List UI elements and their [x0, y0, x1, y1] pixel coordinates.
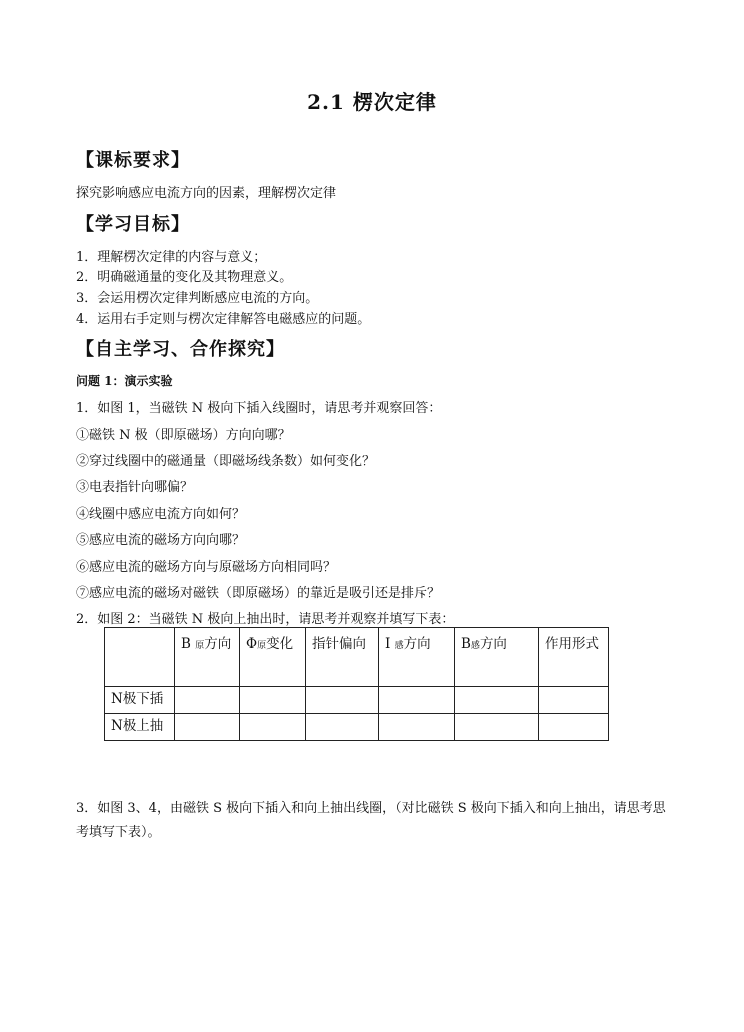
table-header-cell	[105, 628, 175, 687]
table-cell[interactable]	[240, 687, 306, 714]
page-title: 2.1 楞次定律	[307, 90, 437, 114]
header-symbol: Φ	[246, 636, 258, 652]
question-1-item: ⑦感应电流的磁场对磁铁（即原磁场）的靠近是吸引还是排斥？	[76, 586, 441, 601]
question-1-item: ②穿过线圈中的磁通量（即磁场线条数）如何变化？	[76, 454, 376, 469]
table-row-label: N极下插	[105, 687, 175, 714]
table-row-label: N极上抽	[105, 714, 175, 741]
section-heading-requirements: 【课标要求】	[76, 150, 190, 171]
objective-item: 3．会运用楞次定律判断感应电流的方向。	[76, 291, 319, 306]
header-subscript: 原	[257, 641, 267, 651]
question-1-item: ④线圈中感应电流方向如何？	[76, 507, 246, 522]
header-text: 方向	[403, 636, 431, 652]
observation-table	[104, 627, 609, 741]
table-cell[interactable]	[175, 687, 240, 714]
question-3: 3．如图 3、4，由磁铁 S 极向下插入和向上抽出线圈，（对比磁铁 S 极向下插入和向上抽出，请思考思考填写下表）。	[76, 801, 666, 840]
header-text: 方向	[204, 636, 232, 652]
header-text: 方向	[479, 636, 507, 652]
table-cell[interactable]	[379, 714, 455, 741]
table-cell[interactable]	[455, 714, 539, 741]
question-1: 1．如图 1，当磁铁 N 极向下插入线圈时，请思考并观察回答：	[76, 401, 442, 416]
table-row	[105, 687, 609, 714]
table-header-cell	[175, 628, 240, 687]
objective-item: 2．明确磁通量的变化及其物理意义。	[76, 270, 293, 285]
section-heading-objectives: 【学习目标】	[76, 214, 190, 235]
problem-title: 问题 1：演示实验	[76, 374, 173, 388]
header-text: 变化	[266, 636, 294, 652]
table-row	[105, 714, 609, 741]
question-1-item: ⑤感应电流的磁场方向向哪？	[76, 533, 246, 548]
question-2: 2．如图 2：当磁铁 N 极向上抽出时，请思考并观察并填写下表：	[76, 612, 455, 627]
table-header-row	[105, 628, 609, 687]
table-cell[interactable]	[306, 714, 379, 741]
section-heading-study: 【自主学习、合作探究】	[76, 339, 285, 360]
header-subscript: 原	[195, 641, 205, 651]
table-header-cell	[455, 628, 539, 687]
header-symbol: I	[385, 636, 391, 652]
header-symbol: B	[181, 636, 191, 652]
header-subscript: 感	[394, 641, 404, 651]
header-subscript: 感	[470, 641, 480, 651]
table-cell[interactable]	[175, 714, 240, 741]
objective-item: 4．运用右手定则与楞次定律解答电磁感应的问题。	[76, 312, 371, 327]
objective-item: 1．理解楞次定律的内容与意义；	[76, 250, 267, 265]
table-cell[interactable]	[306, 687, 379, 714]
table-cell[interactable]	[240, 714, 306, 741]
table-header-cell: 作用形式	[539, 628, 609, 687]
table-cell[interactable]	[379, 687, 455, 714]
table-header-cell	[240, 628, 306, 687]
question-1-item: ①磁铁 N 极（即原磁场）方向向哪？	[76, 428, 291, 443]
table-header-cell	[379, 628, 455, 687]
table-cell[interactable]	[455, 687, 539, 714]
question-1-item: ⑥感应电流的磁场方向与原磁场方向相同吗？	[76, 560, 337, 575]
question-1-item: ③电表指针向哪偏？	[76, 480, 194, 495]
table-cell[interactable]	[539, 714, 609, 741]
header-symbol: B	[461, 636, 471, 652]
table-cell[interactable]	[539, 687, 609, 714]
table-header-cell: 指针偏向	[306, 628, 379, 687]
requirements-text: 探究影响感应电流方向的因素，理解楞次定律	[76, 186, 337, 201]
